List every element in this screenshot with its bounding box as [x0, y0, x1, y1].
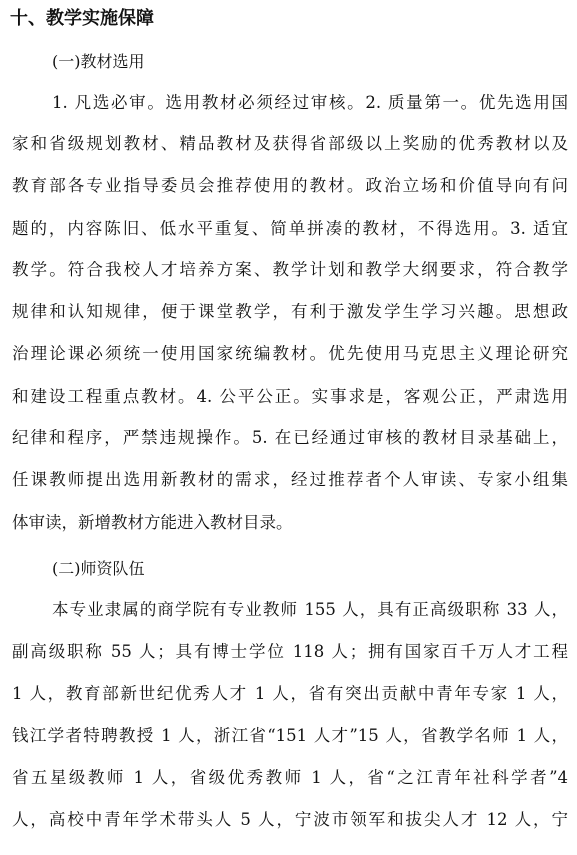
paragraph-line: 本专业隶属的商学院有专业教师 155 人，具有正高级职称 33 人， — [52, 600, 568, 619]
paragraph-line: 规律和认知规律，便于课堂教学，有利于激发学生学习兴趣。思想政 — [12, 302, 568, 321]
subsection-heading-faculty: (二)师资队伍 — [52, 559, 145, 578]
paragraph-line: 纪律和程序，严禁违规操作。5. 在已经通过审核的教材目录基础上， — [12, 428, 568, 447]
section-title: 十、教学实施保障 — [10, 8, 154, 29]
paragraph-line: 体审读，新增教材方能进入教材目录。 — [12, 513, 293, 532]
paragraph-line: 任课教师提出选用新教材的需求，经过推荐者个人审读、专家小组集 — [12, 470, 568, 489]
paragraph-line: 和建设工程重点教材。4. 公平公正。实事求是，客观公正，严肃选用 — [12, 387, 568, 406]
paragraph-line: 教学。符合我校人才培养方案、教学计划和教学大纲要求，符合教学 — [12, 260, 568, 279]
subsection-heading-materials: (一)教材选用 — [52, 52, 145, 71]
paragraph-line: 人，高校中青年学术带头人 5 人，宁波市领军和拔尖人才 12 人，宁 — [12, 810, 568, 829]
paragraph-line: 副高级职称 55 人；具有博士学位 118 人；拥有国家百千万人才工程 — [12, 642, 568, 661]
paragraph-line: 治理论课必须统一使用国家统编教材。优先使用马克思主义理论研究 — [12, 344, 568, 363]
paragraph-line: 家和省级规划教材、精品教材及获得省部级以上奖励的优秀教材以及 — [12, 134, 568, 153]
paragraph-line: 题的，内容陈旧、低水平重复、简单拼凑的教材，不得选用。3. 适宜 — [12, 219, 568, 238]
paragraph-line: 1 人，教育部新世纪优秀人才 1 人，省有突出贡献中青年专家 1 人， — [12, 684, 568, 703]
paragraph-line: 教育部各专业指导委员会推荐使用的教材。政治立场和价值导向有问 — [12, 176, 568, 195]
paragraph-line: 省五星级教师 1 人，省级优秀教师 1 人，省“之江青年社科学者”4 — [12, 768, 568, 787]
paragraph-line: 钱江学者特聘教授 1 人，浙江省“151 人才”15 人，省教学名师 1 人， — [12, 726, 568, 745]
paragraph-line: 1. 凡选必审。选用教材必须经过审核。2. 质量第一。优先选用国 — [52, 93, 568, 112]
